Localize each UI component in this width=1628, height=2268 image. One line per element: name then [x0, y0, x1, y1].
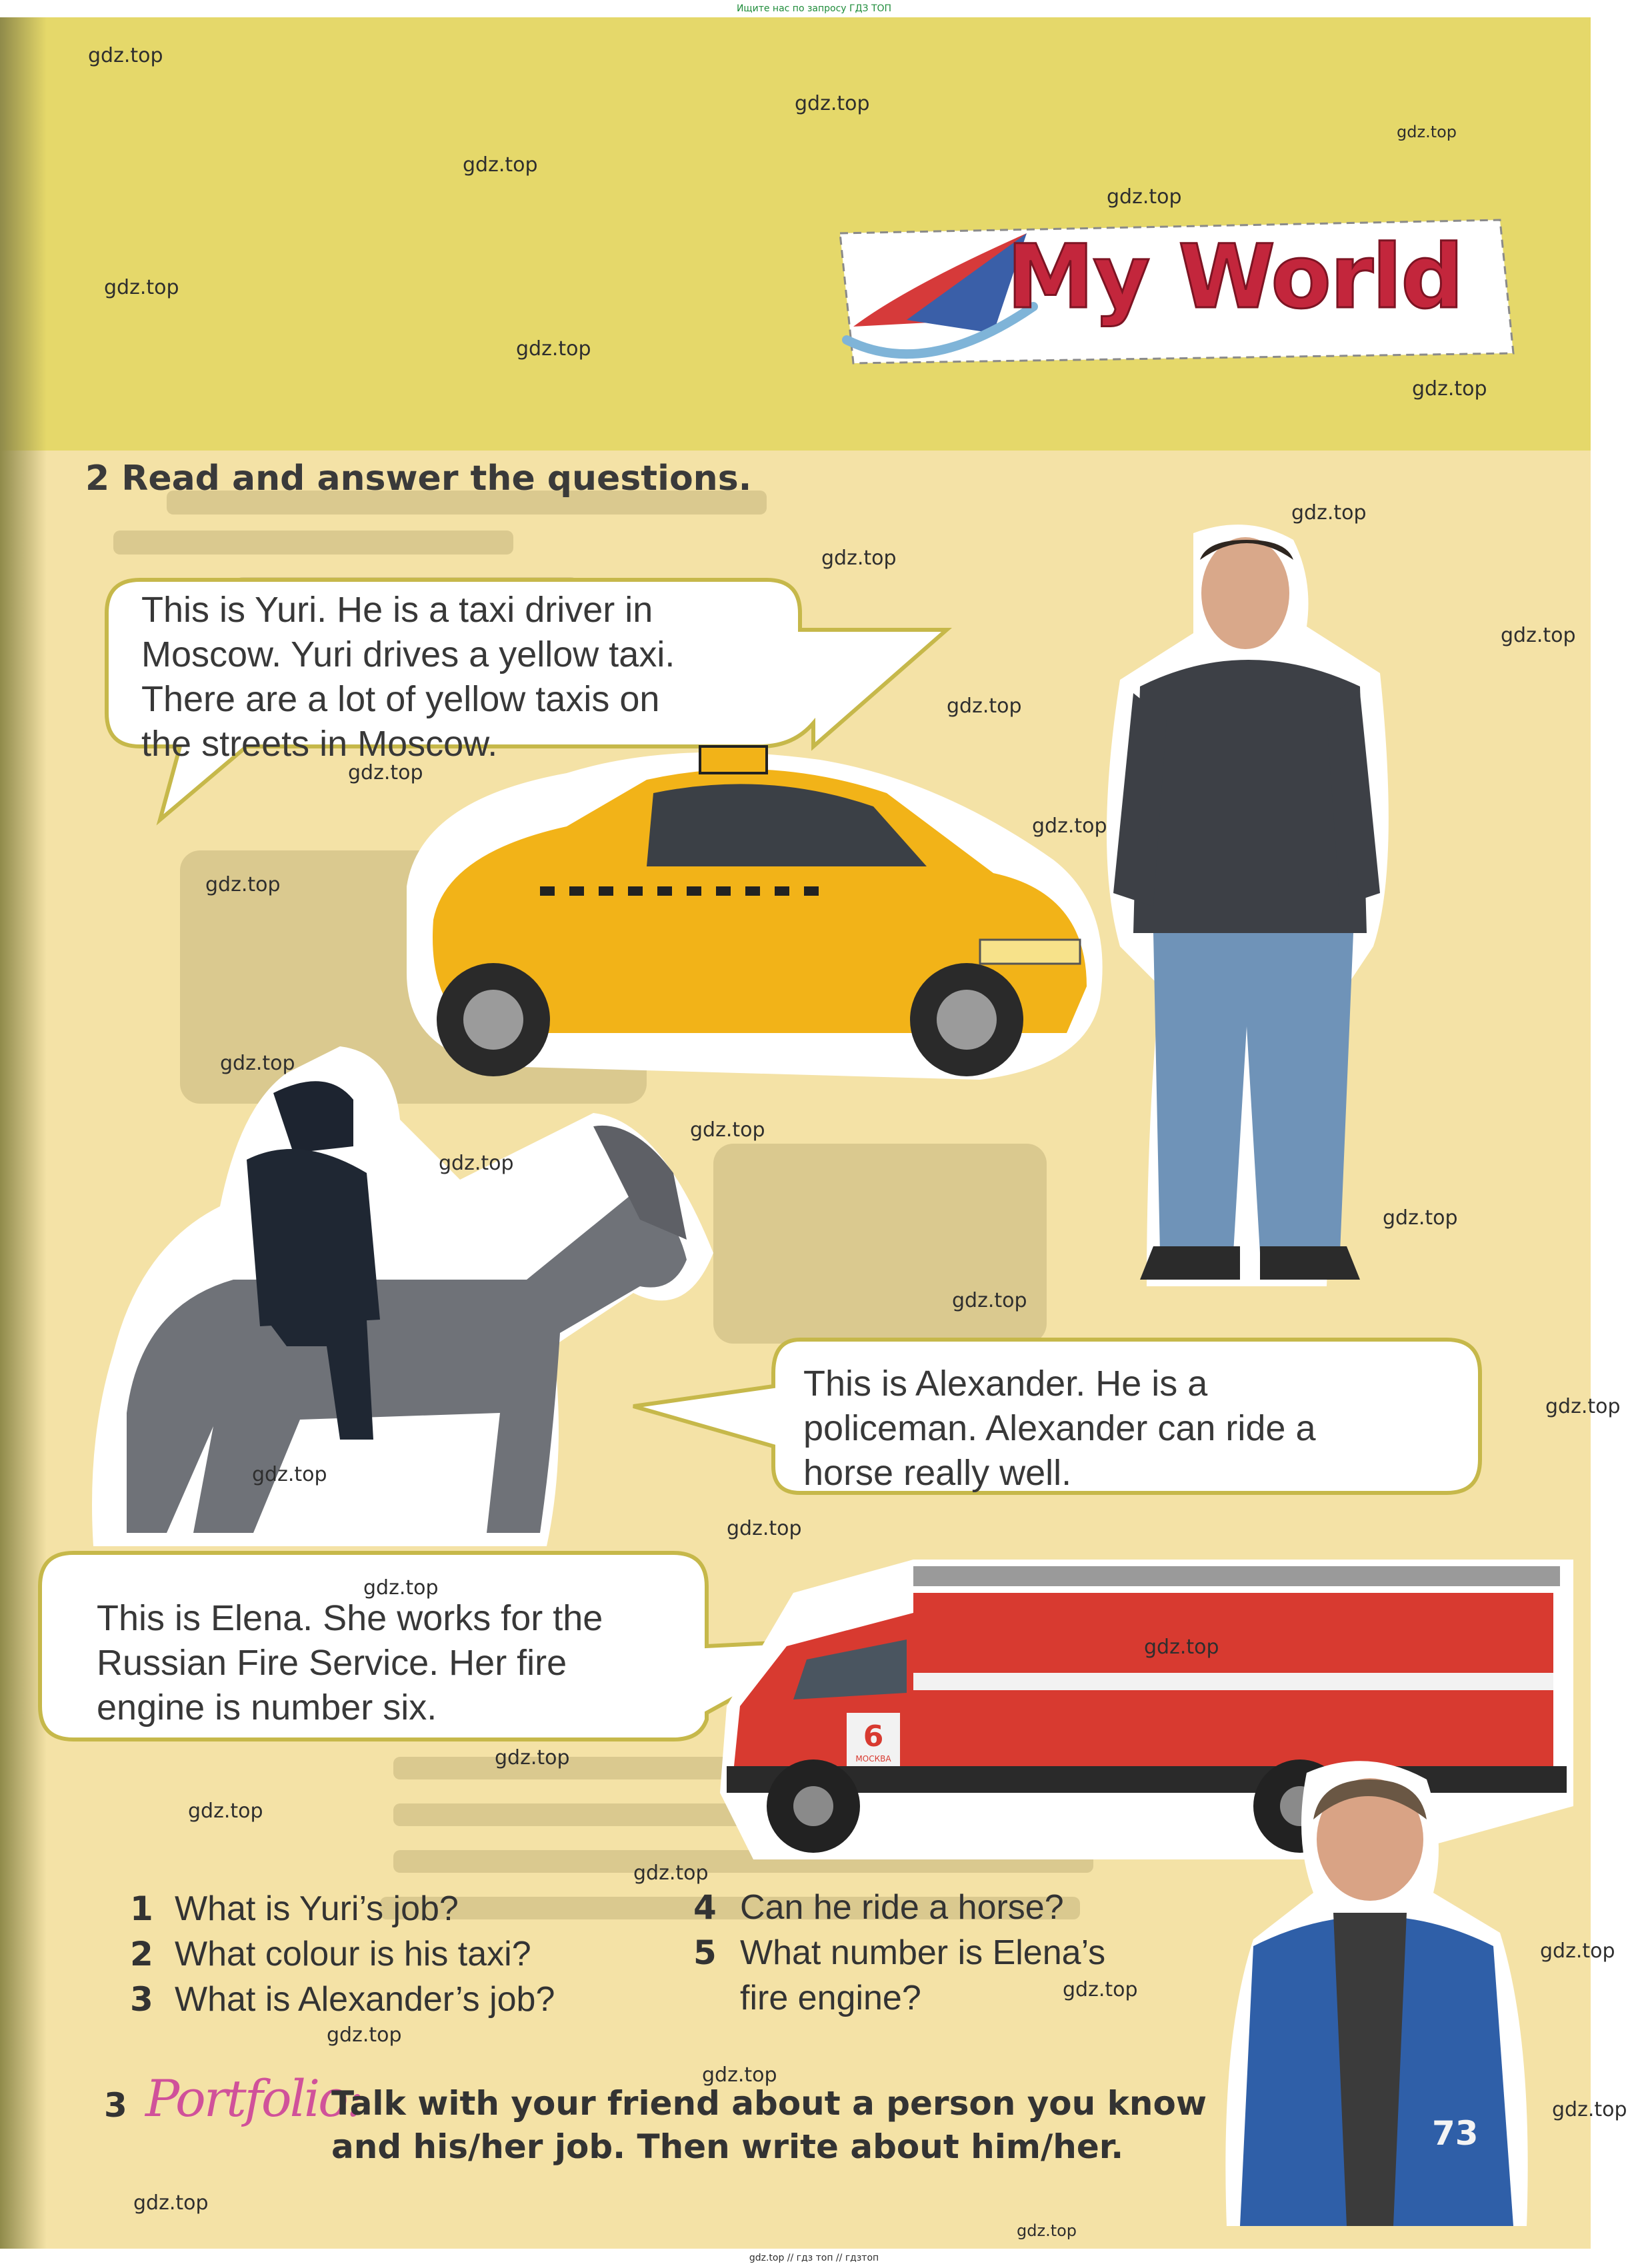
watermark: gdz.top — [463, 153, 538, 177]
watermark: gdz.top — [633, 1861, 709, 1885]
watermark: gdz.top — [702, 2063, 777, 2087]
exercise-3-line-2: and his/her job. Then write about him/her. — [331, 2127, 1124, 2166]
yuri-text-line-2: Moscow. Yuri drives a yellow taxi. — [141, 634, 675, 674]
question-3-text: What is Alexander’s job? — [175, 1980, 555, 2019]
watermark: gdz.top — [252, 1463, 327, 1486]
question-2-text: What colour is his taxi? — [175, 1935, 531, 1973]
watermark: gdz.top — [439, 1152, 514, 1175]
watermark: gdz.top — [348, 761, 423, 784]
exercise-2-title: 2 Read and answer the questions. — [85, 459, 752, 499]
elena-text-line-3: engine is number six. — [97, 1688, 437, 1727]
watermark: gdz.top — [88, 44, 163, 67]
watermark: gdz.top — [205, 873, 281, 896]
watermark: gdz.top — [1032, 814, 1107, 838]
watermark: gdz.top — [1412, 377, 1487, 401]
watermark: gdz.top — [1017, 2221, 1077, 2240]
watermark: gdz.top — [133, 2191, 209, 2215]
watermark: gdz.top — [821, 547, 897, 570]
question-1-number: 1 — [130, 1889, 153, 1928]
watermark: gdz.top — [220, 1052, 295, 1075]
mounted-policeman-photo — [87, 1040, 720, 1553]
elena-text-line-1: This is Elena. She works for the — [97, 1598, 603, 1638]
portfolio-label: Portfolio: — [145, 2069, 362, 2128]
page-number: 73 — [1432, 2114, 1479, 2153]
bottom-watermark-strip: gdz.top // гдз топ // гдзтоп — [749, 2253, 879, 2263]
watermark: gdz.top — [1540, 1939, 1615, 1963]
elena-text-line-2: Russian Fire Service. Her fire — [97, 1643, 567, 1683]
exercise-3-line-1: Talk with your friend about a person you know — [331, 2084, 1207, 2123]
watermark: gdz.top — [1144, 1636, 1219, 1659]
watermark: gdz.top — [1397, 123, 1457, 141]
question-3-number: 3 — [130, 1980, 153, 2019]
fire-engine-number: 6 — [863, 1719, 884, 1753]
yuri-text-line-3: There are a lot of yellow taxis on — [141, 679, 660, 719]
question-2-number: 2 — [130, 1935, 153, 1973]
question-5-text: What number is Elena’s — [740, 1933, 1106, 1972]
watermark: gdz.top — [1063, 1978, 1138, 2001]
watermark: gdz.top — [952, 1289, 1027, 1312]
watermark: gdz.top — [495, 1746, 570, 1769]
alexander-text-line-2: policeman. Alexander can ride a — [803, 1408, 1316, 1448]
yuri-text-line-4: the streets in Moscow. — [141, 724, 498, 764]
spine-shadow — [0, 17, 47, 2249]
watermark: gdz.top — [690, 1118, 765, 1142]
question-4-text: Can he ride a horse? — [740, 1888, 1064, 1927]
watermark: gdz.top — [516, 337, 591, 361]
section-title: My World — [1007, 226, 1463, 329]
watermark: gdz.top — [327, 2023, 402, 2047]
question-5-text-continued: fire engine? — [740, 1979, 921, 2017]
watermark: gdz.top — [1107, 185, 1182, 209]
watermark: gdz.top — [1383, 1206, 1458, 1230]
question-5-number: 5 — [693, 1933, 717, 1972]
alexander-text-line-3: horse really well. — [803, 1453, 1072, 1493]
watermark: gdz.top — [1545, 1395, 1621, 1418]
watermark: gdz.top — [363, 1576, 439, 1600]
exercise-3-number: 3 — [104, 2086, 127, 2125]
watermark: gdz.top — [795, 92, 870, 115]
watermark: gdz.top — [1291, 501, 1367, 525]
watermark: gdz.top — [104, 276, 179, 299]
fire-engine-caption: МОСКВА — [855, 1754, 891, 1763]
top-watermark-strip: Ищите нас по запросу ГДЗ ТОП — [736, 3, 892, 14]
question-4-number: 4 — [693, 1888, 717, 1927]
elena-photo — [1213, 1759, 1533, 2233]
watermark: gdz.top — [727, 1517, 802, 1540]
question-1-text: What is Yuri’s job? — [175, 1889, 459, 1928]
alexander-text-line-1: This is Alexander. He is a — [803, 1364, 1208, 1404]
watermark: gdz.top — [1552, 2098, 1627, 2121]
watermark: gdz.top — [1501, 624, 1576, 647]
yuri-text-line-1: This is Yuri. He is a taxi driver in — [141, 590, 653, 630]
watermark: gdz.top — [188, 1799, 263, 1823]
yuri-photo — [1093, 520, 1400, 1320]
watermark: gdz.top — [947, 694, 1022, 718]
